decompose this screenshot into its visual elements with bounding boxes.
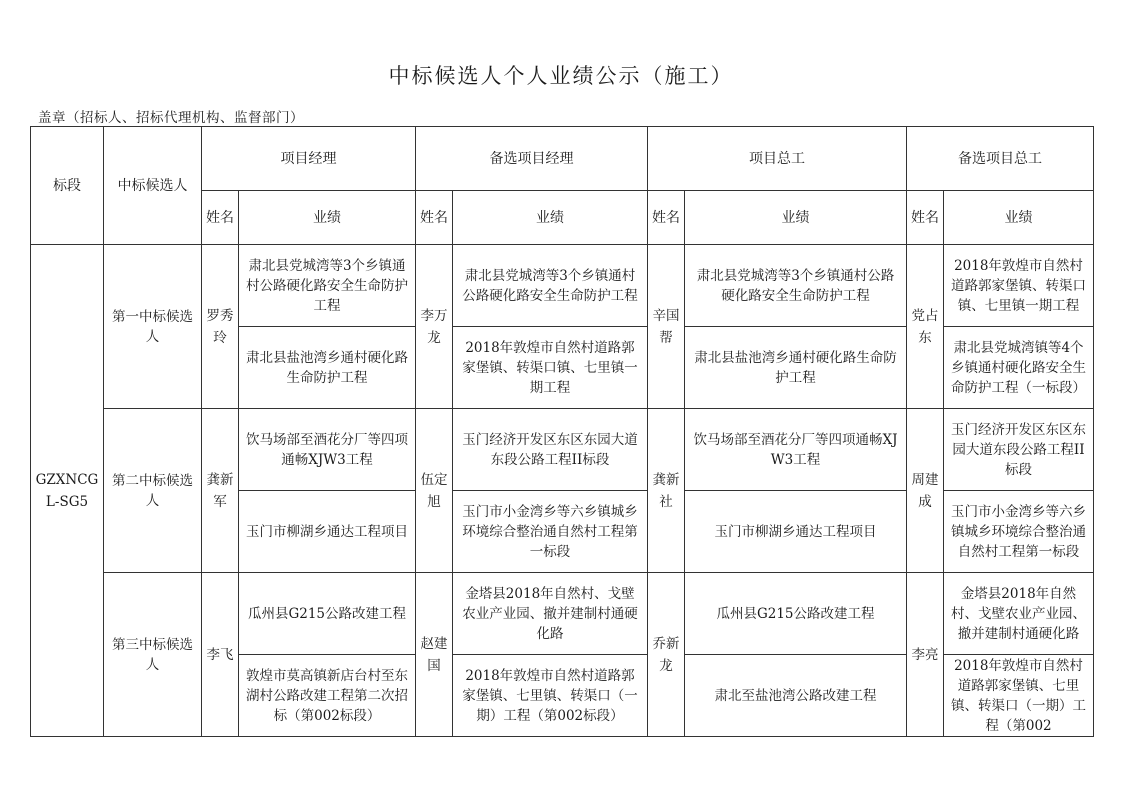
header-name: 姓名 [907, 191, 944, 245]
alt-pm-name: 赵建国 [416, 573, 453, 737]
alt-chief-work: 肃北县党城湾镇等4个乡镇通村硬化路安全生命防护工程（一标段） [944, 327, 1094, 409]
chief-name: 辛国帮 [648, 245, 685, 409]
alt-pm-name: 伍定旭 [416, 409, 453, 573]
header-performance: 业绩 [685, 191, 907, 245]
header-pm: 项目经理 [202, 127, 416, 191]
candidate-label: 第一中标候选人 [104, 245, 202, 409]
chief-work: 肃北至盐池湾公路改建工程 [685, 655, 907, 737]
alt-chief-name: 李亮 [907, 573, 944, 737]
pm-work: 肃北县党城湾等3个乡镇通村公路硬化路安全生命防护工程 [239, 245, 416, 327]
alt-pm-work: 玉门经济开发区东区东园大道东段公路工程II标段 [453, 409, 648, 491]
alt-chief-name: 党占东 [907, 245, 944, 409]
alt-chief-work: 2018年敦煌市自然村道路郭家堡镇、七里镇、转渠口（一期）工程（第002 [944, 655, 1094, 737]
header-name: 姓名 [648, 191, 685, 245]
header-candidate: 中标候选人 [104, 127, 202, 245]
pm-work: 敦煌市莫高镇新店台村至东湖村公路改建工程第二次招标（第002标段） [239, 655, 416, 737]
pm-name: 李飞 [202, 573, 239, 737]
alt-chief-work: 金塔县2018年自然村、戈壁农业产业园、撤并建制村通硬化路 [944, 573, 1094, 655]
segment-code: GZXNCGL-SG5 [31, 245, 104, 737]
header-alt-pm: 备选项目经理 [416, 127, 648, 191]
header-chief: 项目总工 [648, 127, 907, 191]
candidate-label: 第二中标候选人 [104, 409, 202, 573]
chief-work: 饮马场部至酒花分厂等四项通畅XJW3工程 [685, 409, 907, 491]
alt-chief-work: 玉门市小金湾乡等六乡镇城乡环境综合整治通自然村工程第一标段 [944, 491, 1094, 573]
chief-work: 瓜州县G215公路改建工程 [685, 573, 907, 655]
chief-name: 龚新社 [648, 409, 685, 573]
alt-pm-work: 肃北县党城湾等3个乡镇通村公路硬化路安全生命防护工程 [453, 245, 648, 327]
header-performance: 业绩 [453, 191, 648, 245]
pm-work: 肃北县盐池湾乡通村硬化路生命防护工程 [239, 327, 416, 409]
header-performance: 业绩 [944, 191, 1094, 245]
pm-work: 瓜州县G215公路改建工程 [239, 573, 416, 655]
pm-name: 龚新军 [202, 409, 239, 573]
alt-pm-work: 2018年敦煌市自然村道路郭家堡镇、转渠口镇、七里镇一期工程 [453, 327, 648, 409]
candidate-label: 第三中标候选人 [104, 573, 202, 737]
header-segment: 标段 [31, 127, 104, 245]
alt-chief-name: 周建成 [907, 409, 944, 573]
header-name: 姓名 [416, 191, 453, 245]
header-name: 姓名 [202, 191, 239, 245]
performance-table [30, 126, 1094, 737]
header-alt-chief: 备选项目总工 [907, 127, 1094, 191]
alt-chief-work: 玉门经济开发区东区东园大道东段公路工程II标段 [944, 409, 1094, 491]
chief-work: 肃北县党城湾等3个乡镇通村公路硬化路安全生命防护工程 [685, 245, 907, 327]
chief-name: 乔新龙 [648, 573, 685, 737]
alt-pm-work: 2018年敦煌市自然村道路郭家堡镇、七里镇、转渠口（一期）工程（第002标段） [453, 655, 648, 737]
alt-pm-name: 李万龙 [416, 245, 453, 409]
pm-work: 玉门市柳湖乡通达工程项目 [239, 491, 416, 573]
stamp-line: 盖章（招标人、招标代理机构、监督部门） [38, 110, 304, 126]
chief-work: 玉门市柳湖乡通达工程项目 [685, 491, 907, 573]
header-performance: 业绩 [239, 191, 416, 245]
alt-pm-work: 玉门市小金湾乡等六乡镇城乡环境综合整治通自然村工程第一标段 [453, 491, 648, 573]
chief-work: 肃北县盐池湾乡通村硬化路生命防护工程 [685, 327, 907, 409]
pm-name: 罗秀玲 [202, 245, 239, 409]
page-title: 中标候选人个人业绩公示（施工） [388, 64, 734, 88]
alt-pm-work: 金塔县2018年自然村、戈壁农业产业园、撤并建制村通硬化路 [453, 573, 648, 655]
alt-chief-work: 2018年敦煌市自然村道路郭家堡镇、转渠口镇、七里镇一期工程 [944, 245, 1094, 327]
pm-work: 饮马场部至酒花分厂等四项通畅XJW3工程 [239, 409, 416, 491]
